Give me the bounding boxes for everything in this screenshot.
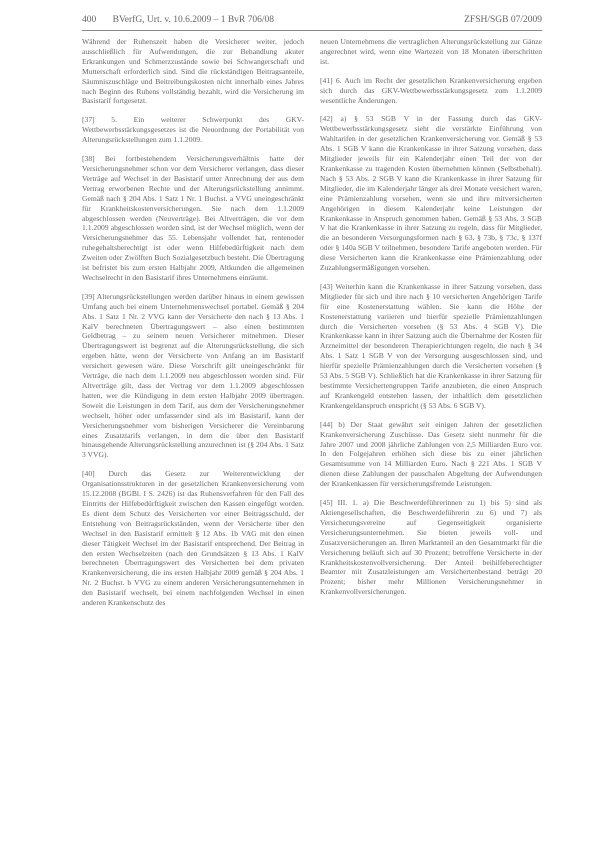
paragraph: neuen Unternehmens die vertraglichen Alterungsrückstellung zur Gänze angerechnet wird, wenn eine Wartezeit von 18 Monaten überschritten ist. bbox=[320, 37, 542, 66]
paragraph: [38] Bei fortbestehendem Versicherungsverhältnis hatte der Versicherungsnehmer schon vor dem Versicherer verlangen, dass dieser Verträge auf Wechsel in der Basistarif unter Anrechnung der aus dem Vertrag erworbenen Rechte und der Alterungsrückstellung annimmt. Gemäß nach § 204 Abs. 1 Satz 1 Nr. 1 Buchst. a VVG uneingeschränkt für Krankheitskostenversicherungen. Sie nach dem 1.1.2009 abgeschlossen werden (Neuverträge). Bei Altverträgen, die vor dem 1.1.2009 abgeschlossen worden sind, ist der Wechsel möglich, wenn der Versicherungsnehmer das 55. Lebensjahr vollendet hat, rentenoder ruhegehaltsberechtigt ist oder wenn Hilfebedürftigkeit nach dem Zweiten oder Zwölften Buch Sozialgesetzbuch besteht. Die Übertragung ist befristet bis zum ersten Halbjahr 2009, Altkunden die allgemeinen Wechselrecht in den Basistarif ihres Unternehmens einräumt. bbox=[82, 154, 304, 282]
case-citation: BVerfG, Urt. v. 10.6.2009 – 1 BvR 706/08 bbox=[112, 15, 275, 25]
page-header bbox=[82, 15, 542, 29]
right-column bbox=[320, 37, 542, 606]
journal-reference: ZFSH/SGB 07/2009 bbox=[464, 15, 542, 25]
paragraph: [41] 6. Auch im Recht der gesetzlichen Krankenversicherung ergeben sich durch das GKV-Wettbewerbsstärkungsgesetz zum 1.1.2009 wesentliche Änderungen. bbox=[320, 75, 542, 105]
left-column bbox=[82, 37, 304, 617]
paragraph: [37] 5. Ein weiterer Schwerpunkt des GKV-Wettbewerbsstärkungsgesetzes ist die Neuordnung der Portabilität von Alterungsrückstellungen zum 1.1.2009. bbox=[82, 115, 304, 145]
paragraph: [43] Weiterhin kann die Krankenkasse in ihrer Satzung vorsehen, dass Mitglieder für sich und ihre nach § 10 versicherten Angehörigen Tarife für eine Kostenerstattung wählen. Sie kann die Höhe der Kostenerstattung variieren und hierfür spezielle Prämienzahlungen durch die Versicherten vorsehen (§ 53 Abs. 4 SGB V). Die Krankenkasse kann in ihrer Satzung auch die Übernahme der Kosten für Arzneimittel der besonderen Therapierichtungen regeln, die nach § 34 Abs. 1 Satz 1 SGB V von der Versorgung ausgeschlossen sind, und hierfür spezielle Prämienzahlungen durch die Versicherten vorsehen (§ 53 Abs. 5 SGB V). Schließlich hat die Krankenkasse in ihrer Satzung für bestimmte Versichertengruppen Tarife anzubieten, die einen Anspruch auf Krankengeld entstehen lassen, der inhaltlich dem gesetzlichen Krankengeldanspruch entspricht (§ 53 Abs. 6 SGB V). bbox=[320, 281, 542, 410]
header-left bbox=[82, 15, 274, 25]
paragraph: [42] a) § 53 SGB V in der Fassung durch das GKV-Wettbewerbsstärkungsgesetz sieht die verstärkte Einführung von Wahltarifen in der gesetzlichen Krankenversicherung vor. Gemäß § 53 Abs. 1 SGB V kann die Krankenkasse in ihrer Satzung vorsehen, dass Mitglieder jeweils für ein Kalenderjahr einen Teil der von der Krankenkasse zu tragenden Kosten übernehmen können (Selbstbehalt). Nach § 53 Abs. 2 SGB V kann die Krankenkasse in ihrer Satzung für Mitglieder, die im Kalenderjahr länger als drei Monate versichert waren, eine Prämienzahlung vorsehen, wenn sie und ihre mitversicherten Angehörigen in diesem Kalenderjahr keine Leistungen der Krankenkasse in Anspruch genommen haben. Gemäß § 53 Abs. 3 SGB V hat die Krankenkasse in ihrer Satzung zu regeln, dass für Mitglieder, die an besonderen Versorgungsformen nach § 63, § 73b, § 73c, § 137f oder § 140a SGB V teilnehmen, besondere Tarife angeboten werden. Für diese Versicherten kann die Krankenkasse eine Prämienzahlung oder Zuzahlungsermäßigungen vorsehen. bbox=[320, 114, 542, 273]
paragraph: Während der Ruhenszeit haben die Versicherer weiter, jedoch ausschließlich für Aufwendungen, die zur Behandlung akuter Erkrankungen und Schmerzzustände sowie bei Schwangerschaft und Mutterschaft erforderlich sind. Sind die rückständigen Beitragsanteile, Säumniszuschläge und Beitreibungskosten nicht innerhalb eines Jahres nach Beginn des Ruhens vollständig bezahlt, wird die Versicherung im Basistarif fortgesetzt. bbox=[82, 37, 304, 106]
paragraph: [45] III. 1. a) Die Beschwerdeführerinnen zu 1) bis 5) sind als Aktiengesellschaften, die Beschwerdeführerin zu 6) und 7) als Versicherungsvereine auf Gegenseitigkeit organisierte Versicherungsunternehmen. Sie bieten jeweils voll- und Zusatzversicherungen an. Ihren Marktanteil an den Gesamtmarkt für die Versicherung beläuft sich auf 30 Prozent; betroffene Versicherte in der Krankheitskostenvollversicherung. Der Anteil beihilfeberechtigter Beamter mit Zusatzleistungen am Versichertenbestand beträgt 20 Prozent; bisher mehr Millionen Versicherungsnehmer in Krankenvollversicherungen. bbox=[320, 498, 542, 597]
paragraph: [44] b) Der Staat gewährt seit einigen Jahren der gesetzlichen Krankenversicherung Zuschüsse. Das Gesetz sieht nunmehr für die Jahre 2007 und 2008 jährliche Zahlungen von 2,5 Milliarden Euro vor. In den Folgejahren erhöhen sich diese bis zu einer jährlichen Gesamtsumme von 14 Milliarden Euro. Nach § 221 Abs. 1 SGB V dienen diese Zahlungen der pauschalen Abgeltung der Aufwendungen der Krankenkassen für versicherungsfremde Leistungen. bbox=[320, 419, 542, 489]
paragraph: [40] Durch das Gesetz zur Weiterentwicklung der Organisationsstrukturen in der gesetzlichen Krankenversicherung vom 15.12.2008 (BGBl. I S. 2426) ist das Ruhensverfahren für den Fall des Eintritts der Hilfebedürftigkeit zwischen den Kassen eingefügt worden. Es dient dem Schutz des Versicherten vor einer Beitragsschuld, der Entstehung von Beitragsrückständen, wenn der Versicherte über den Wechsel in den Basistarif ermittelt § 12 Abs. 1b VAG mit den einen dieser Tätigkeit Wechsel im der Basistarif entsprechend. Der Beitrag in den ersten Wechselzeiten (nach den Grundsätzen § 13 Abs. 1 KalV berechneten Übertragungswert des Versicherten bei dem privaten Krankenversicherung, die ins ersten Halbjahr 2009 gemäß § 204 Abs. 1 Nr. 2 Buchst. b VVG zu einem anderen Versicherungsunternehmen in den Basistarif wechselt, bei einem nachfolgenden Wechsel in einen anderen Krankenschutz des bbox=[82, 469, 304, 608]
header-rule bbox=[82, 30, 542, 31]
page-number: 400 bbox=[82, 15, 97, 25]
paragraph: [39] Alterungsrückstellungen werden darüber hinaus in einem gewissen Umfang auch bei einem Unternehmenswechsel portabel. Gemäß § 204 Abs. 1 Satz 1 Nr. 2 VVG kann der Versicherte den nach § 13 Abs. 1 KalV berechneten Übertragungswert – also einen bestimmten Geldbetrag – zu seinem neuen Versicherer mitnehmen. Dieser Übertragungswert ist begrenzt auf die Alterungsrückstellung, die sich ergeben hätte, wenn der Versicherte von Anfang an im Basistarif versichert gewesen wäre. Diese Vorschrift gilt uneingeschränkt für Verträge, die nach dem 1.1.2009 neu abgeschlossen worden sind. Für Altverträge gilt, dass der Vertrag vor dem 1.1.2009 abgeschlossen hatten, wer die Kündigung in dem ersten Halbjahr 2009 übertragen. Soweit die Leistungen in dem Tarif, aus dem der Versicherungsnehmer wechselt, höher oder umfassender sind als im Basistarif, kann der Versicherungsnehmer vom bisherigen Versicherer die Vereinbarung eines Zusatztarifs verlangen, in dem die über den Basistarif hinausgehende Alterungsrückstellung anzurechnen ist (§ 204 Abs. 1 Satz 3 VVG). bbox=[82, 291, 304, 460]
